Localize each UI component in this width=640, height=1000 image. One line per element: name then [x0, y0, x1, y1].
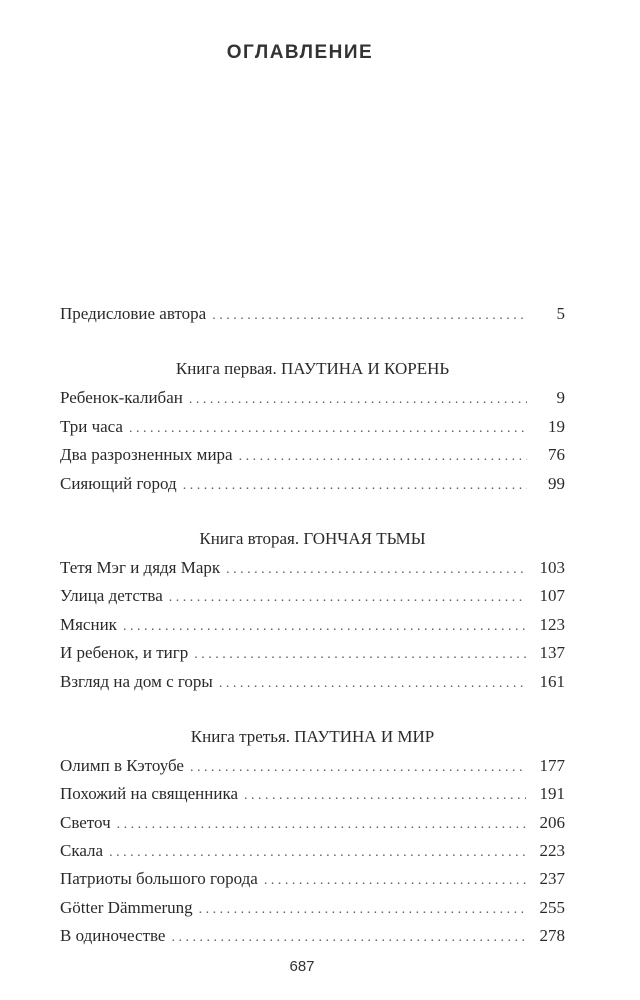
- dot-leader: [123, 613, 526, 641]
- dot-leader: [239, 443, 527, 471]
- toc-entry-page: 107: [539, 586, 565, 606]
- dot-leader: [264, 867, 526, 895]
- dot-leader: [129, 415, 527, 443]
- toc-entry-title: Улица детства: [60, 586, 163, 606]
- toc-entry-page: 9: [556, 388, 565, 408]
- toc-entry-title: Сияющий город: [60, 473, 177, 493]
- toc-entry[interactable]: [60, 384, 565, 412]
- toc-entry[interactable]: [60, 639, 565, 667]
- toc-entry-title: Похожий на священника: [60, 784, 239, 804]
- toc-entry-page: 278: [539, 926, 565, 946]
- dot-leader: [171, 924, 525, 952]
- toc-entry-title: Götter Dämmerung: [60, 897, 193, 917]
- toc-entry-page: 237: [539, 869, 565, 889]
- dot-leader: [199, 896, 526, 924]
- toc-entry[interactable]: [60, 668, 565, 696]
- toc-entry-title: Тетя Мэг и дядя Марк: [60, 557, 221, 577]
- toc-entry[interactable]: [60, 582, 565, 610]
- toc-entry-page: 137: [539, 643, 565, 663]
- toc-entry-title: Мясник: [60, 614, 117, 634]
- toc-entry-title: Взгляд на дом с горы: [60, 671, 213, 691]
- toc-entry[interactable]: [60, 611, 565, 639]
- toc-entry-title: Ребенок-калибан: [60, 388, 183, 408]
- book-title: Книга третья. ПАУТИНА И МИР: [190, 726, 435, 746]
- toc-entry-page: 161: [539, 671, 565, 691]
- toc-entry[interactable]: [60, 470, 565, 498]
- dot-leader: [226, 556, 525, 584]
- toc-entry-page: 19: [548, 416, 565, 436]
- book-title: Книга вторая. ГОНЧАЯ ТЬМЫ: [199, 528, 426, 548]
- toc-entry[interactable]: [60, 809, 565, 837]
- toc-entry-title: Два разрозненных мира: [60, 445, 233, 465]
- toc-entry[interactable]: [60, 413, 565, 441]
- toc-entry-page: 99: [548, 473, 565, 493]
- toc-entry-title: Предисловие автора: [60, 304, 207, 323]
- dot-leader: [244, 782, 525, 810]
- toc-entry-title: Три часа: [60, 416, 123, 436]
- dot-leader: [117, 811, 526, 839]
- dot-leader: [189, 386, 527, 414]
- toc-entry-page: 255: [539, 897, 565, 917]
- toc-entry-title: В одиночестве: [60, 926, 166, 946]
- dot-leader: [183, 472, 527, 500]
- dot-leader: [219, 670, 526, 698]
- toc-entry-page: 123: [539, 614, 565, 634]
- toc-entry-title: Олимп в Кэтоубе: [60, 755, 184, 775]
- dot-leader: [109, 839, 525, 867]
- toc-entry-page: 191: [539, 784, 565, 804]
- page-number: 687: [289, 958, 315, 975]
- toc-entry-title: И ребенок, и тигр: [60, 643, 189, 663]
- toc-entry-page: 76: [548, 445, 565, 465]
- toc-entry[interactable]: [60, 922, 565, 950]
- toc-entry-preface[interactable]: [60, 300, 565, 328]
- toc-entry-page: 206: [539, 812, 565, 832]
- toc-entry-page: 5: [556, 304, 565, 323]
- toc-entry[interactable]: [60, 752, 565, 780]
- dot-leader: [169, 584, 526, 612]
- toc-entry-title: Скала: [60, 841, 104, 861]
- dot-leader: [190, 754, 526, 782]
- table-of-contents: [60, 300, 565, 951]
- toc-entry-page: 177: [539, 755, 565, 775]
- toc-entry-title: Светоч: [60, 812, 111, 832]
- toc-entry-page: 223: [539, 841, 565, 861]
- dot-leader: [194, 641, 525, 669]
- toc-entry[interactable]: [60, 894, 565, 922]
- toc-entry[interactable]: [60, 780, 565, 808]
- toc-entry-page: 103: [539, 557, 565, 577]
- page-heading: ОГЛАВЛЕНИЕ: [226, 42, 374, 63]
- toc-entry[interactable]: [60, 554, 565, 582]
- toc-entry[interactable]: [60, 865, 565, 893]
- toc-entry-title: Патриоты большого города: [60, 869, 258, 889]
- toc-entry[interactable]: [60, 837, 565, 865]
- dot-leader: [212, 302, 527, 330]
- toc-entry[interactable]: [60, 441, 565, 469]
- book-title: Книга первая. ПАУТИНА И КОРЕНЬ: [175, 359, 450, 379]
